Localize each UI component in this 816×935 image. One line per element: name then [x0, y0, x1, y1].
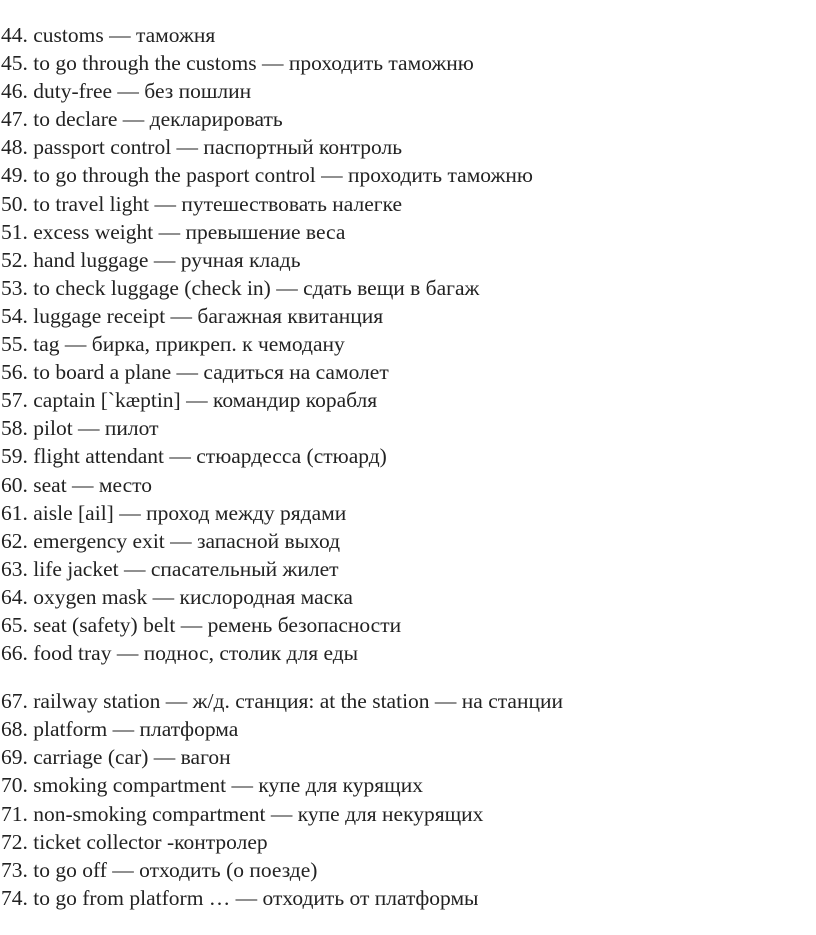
vocab-item-66: 66. food tray — поднос, столик для еды [1, 641, 359, 666]
vocab-item-70: 70. smoking compartment — купе для курящих [1, 773, 423, 798]
vocab-item-50: 50. to travel light — путешествовать налегке [1, 191, 403, 216]
vocab-item-58: 58. pilot — пилот [1, 416, 159, 441]
vocab-item-54: 54. luggage receipt — багажная квитанция [1, 303, 384, 328]
vocab-item-73: 73. to go off — отходить (о поезде) [1, 857, 318, 882]
vocab-item-62: 62. emergency exit — запасной выход [1, 528, 341, 553]
vocabulary-list-air-travel [1, 21, 811, 667]
vocab-item-44: 44. customs — таможня [1, 23, 216, 47]
vocab-item-59: 59. flight attendant — стюардесса (стюард) [1, 444, 387, 469]
vocab-item-45: 45. to go through the customs — проходить таможню [1, 51, 474, 76]
vocab-item-56: 56. to board a plane — садиться на самолет [1, 360, 389, 385]
section-spacer [1, 667, 811, 687]
vocab-item-57: 57. captain [`kæptin] — командир корабля [1, 388, 378, 413]
vocab-item-52: 52. hand luggage — ручная кладь [1, 247, 301, 272]
vocab-item-61: 61. aisle [ail] — проход между рядами [1, 500, 347, 525]
vocab-item-71: 71. non-smoking compartment — купе для некурящих [1, 801, 484, 826]
vocab-item-64: 64. oxygen mask — кислородная маска [1, 584, 353, 609]
vocab-item-68: 68. platform — платформа [1, 717, 239, 742]
vocab-item-72: 72. ticket collector -контролер [1, 829, 268, 854]
vocab-item-63: 63. life jacket — спасательный жилет [1, 556, 339, 581]
vocab-item-65: 65. seat (safety) belt — ремень безопасности [1, 612, 402, 637]
vocab-item-49: 49. to go through the pasport control — проходить таможню [1, 163, 533, 188]
vocab-item-48: 48. passport control — паспортный контроль [1, 135, 402, 160]
vocab-item-47: 47. to declare — декларировать [1, 107, 283, 132]
vocab-item-60: 60. seat — место [1, 472, 153, 497]
vocab-item-55: 55. tag — бирка, прикреп. к чемодану [1, 332, 345, 357]
vocab-item-69: 69. carriage (car) — вагон [1, 745, 231, 770]
vocab-item-46: 46. duty-free — без пошлин [1, 79, 252, 104]
vocabulary-document [1, 21, 811, 912]
vocabulary-list-railway [1, 687, 811, 912]
vocab-item-51: 51. excess weight — превышение веса [1, 219, 346, 244]
vocab-item-67: 67. railway station — ж/д. станция: at the station — на станции [1, 689, 563, 714]
vocab-item-74: 74. to go from platform … — отходить от платформы [1, 885, 479, 910]
vocab-item-53: 53. to check luggage (check in) — сдать вещи в багаж [1, 275, 480, 300]
